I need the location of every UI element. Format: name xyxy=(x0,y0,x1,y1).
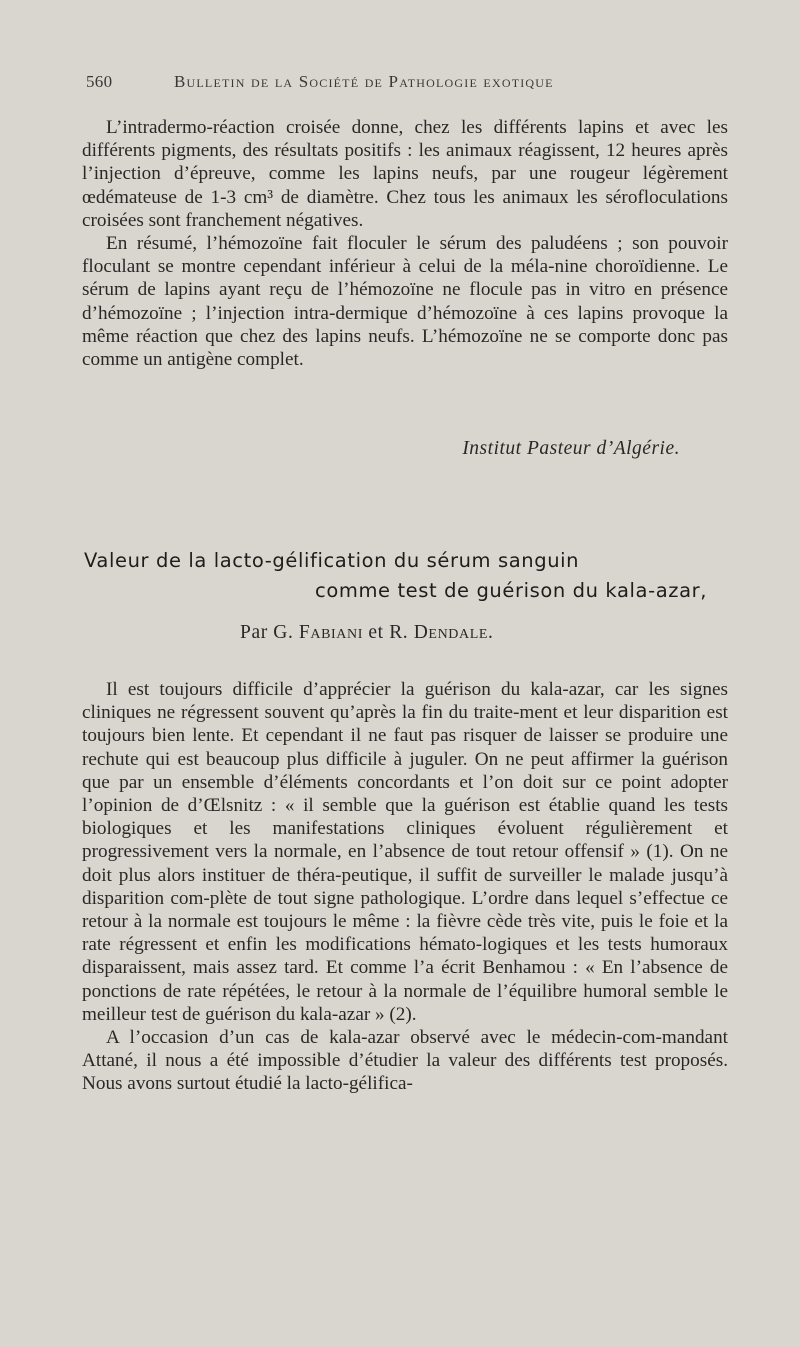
article-title-line: comme test de guérison du kala-azar, xyxy=(315,579,708,602)
author-name: R. Dendale. xyxy=(389,622,494,643)
author-byline xyxy=(240,622,494,644)
second-article-text xyxy=(82,678,728,1096)
article-title-line: Valeur de la lacto-gélification du sérum sanguin xyxy=(84,549,580,572)
page-header xyxy=(86,72,726,96)
first-article-text xyxy=(82,116,728,371)
byline-prefix: Par xyxy=(240,622,274,643)
institution-signature: Institut Pasteur d’Algérie. xyxy=(462,438,680,459)
byline-conjunction: et xyxy=(362,622,390,643)
running-title: Bulletin de la Société de Pathologie exotique xyxy=(174,72,554,91)
paragraph: En résumé, l’hémozoïne fait floculer le sérum des paludéens ; son pouvoir floculant se montre cependant inférieur à celui de la méla-nine choroïdienne. Le sérum de lapins ayant reçu de l’hémozoïne ne flocule pas in vitro en présence d’hémozoïne ; l’injection intra-dermique d’hémozoïne à ces lapins provoque la même réaction que chez des lapins neufs. L’hémozoïne ne se comporte donc pas comme un antigène complet. xyxy=(82,233,728,371)
paragraph: Il est toujours difficile d’apprécier la guérison du kala-azar, car les signes cliniques ne régressent souvent qu’après la fin du traite-ment et leur disparition est toujours bien lente. Et cependant il ne faut pas risquer de laisser se produire une rechute qui est beaucoup plus difficile à juguler. On ne peut affirmer la guérison que par un ensemble d’éléments concordants et l’on doit sur ce point adopter l’opinion de d’Œlsnitz : « il semble que la guérison est établie quand les tests biologiques et les manifestations cliniques évoluent régulièrement et progressivement vers la normale, en l’absence de tout retour offensif » (1). On ne doit plus alors instituer de théra-peutique, il suffit de surveiller le malade jusqu’à disparition com-plète de tout signe pathologique. L’ordre dans lequel s’effectue ce retour à la normale est toujours le même : la fièvre cède très vite, puis le foie et la rate régressent et enfin les modifications hémato-logiques et les tests humoraux disparaissent, mais assez tard. Et comme l’a écrit Benhamou : « En l’absence de ponctions de rate répétées, le retour à la normale de l’équilibre humoral semble le meilleur test de guérison du kala-azar » (2). xyxy=(82,679,728,1025)
author-name: G. Fabiani xyxy=(273,622,363,643)
page-number: 560 xyxy=(86,72,113,91)
paragraph: L’intradermo-réaction croisée donne, chez les différents lapins et avec les différents pigments, des résultats positifs : les animaux réagissent, 12 heures après l’injection d’épreuve, comme les lapins neufs, par une rougeur légèrement œdémateuse de 1-3 cm³ de diamètre. Chez tous les animaux les sérofloculations croisées sont franchement négatives. xyxy=(82,117,728,231)
paragraph: A l’occasion d’un cas de kala-azar observé avec le médecin-com-mandant Attané, il nous a été impossible d’étudier la valeur des différents test proposés. Nous avons surtout étudié la lacto-gélifica- xyxy=(82,1027,728,1095)
